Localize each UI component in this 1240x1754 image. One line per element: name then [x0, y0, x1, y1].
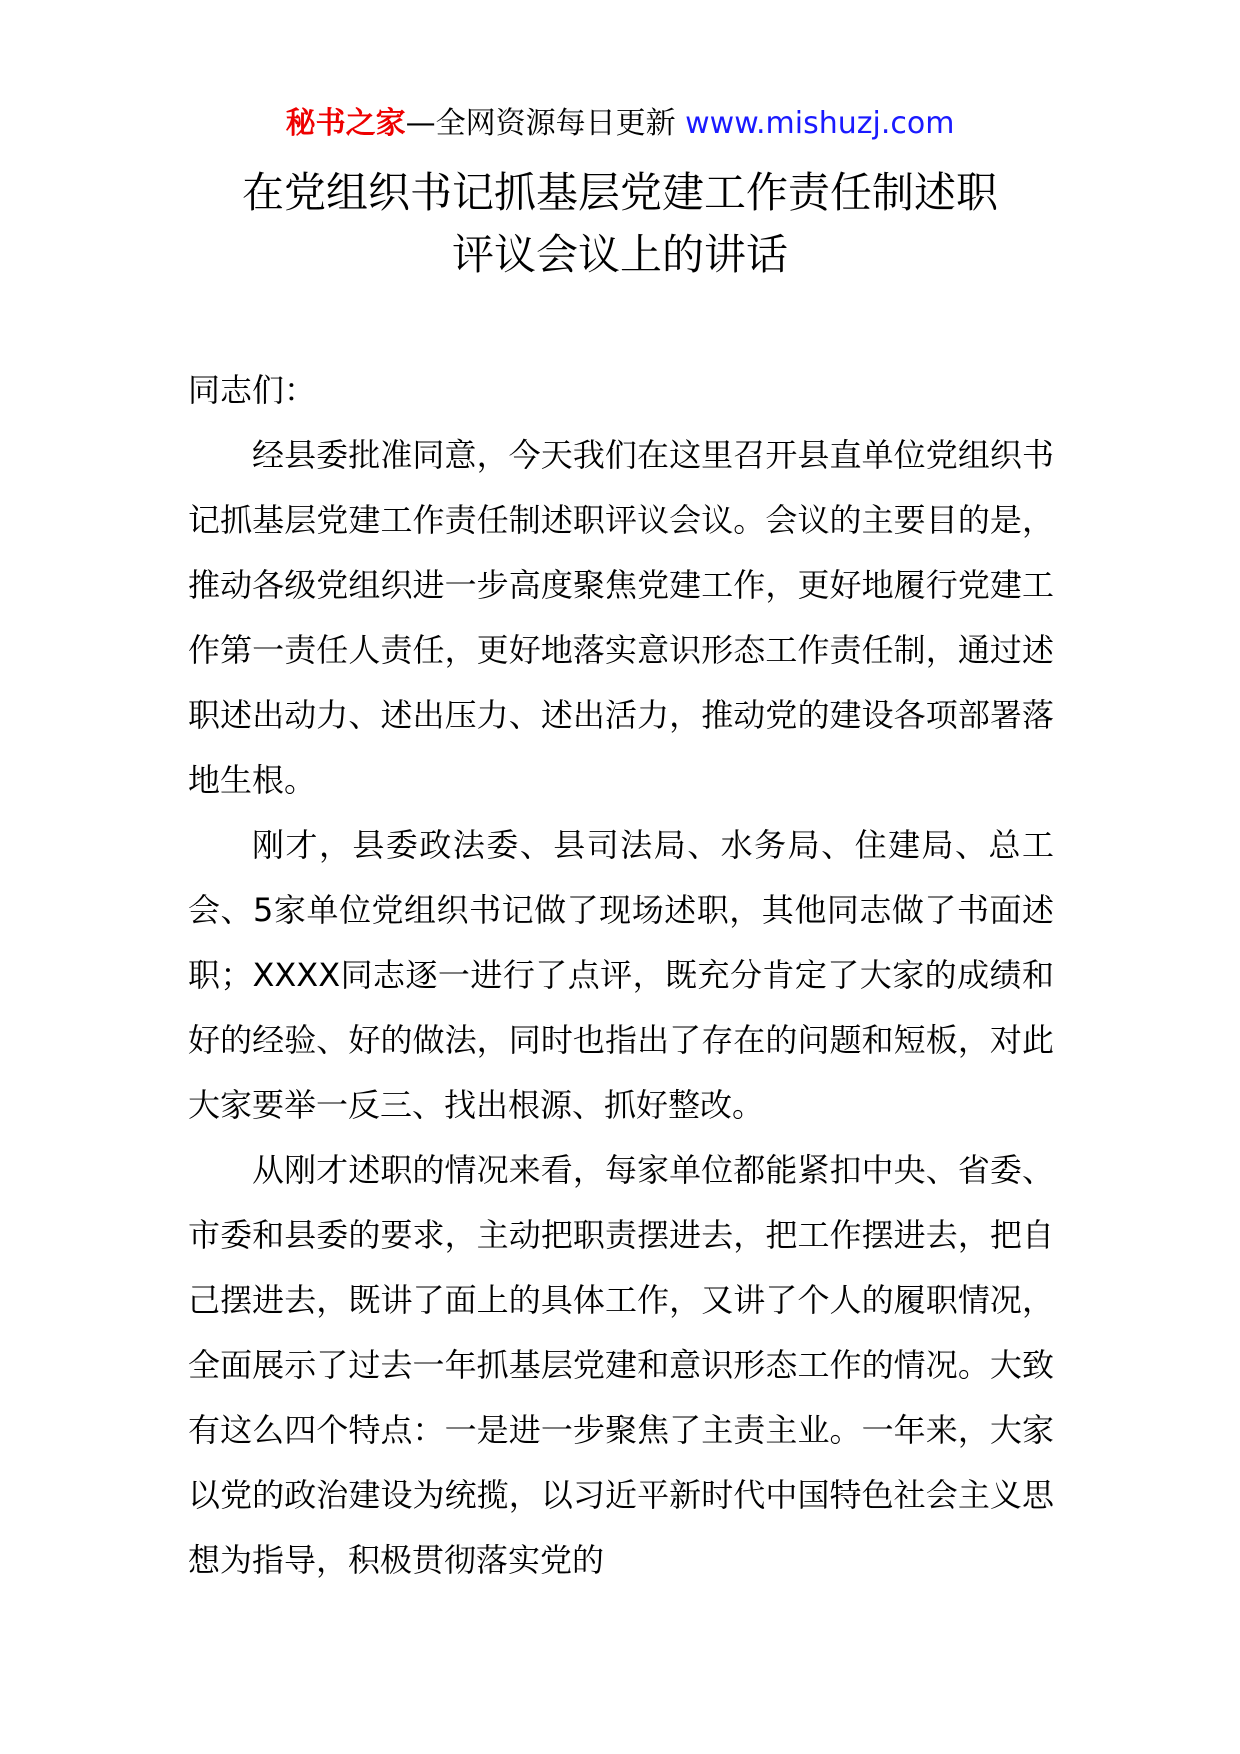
- site-header: [0, 102, 1240, 146]
- title-line-1: 在党组织书记抓基层党建工作责任制述职: [241, 168, 998, 217]
- paragraph-3: 从刚才述职的情况来看，每家单位都能紧扣中央、省委、市委和县委的要求，主动把职责摆进去，把工作摆进去，把自己摆进去，既讲了面上的具体工作，又讲了个人的履职情况，全面展示了过去一年抓基层党建和意识形态工作的情况。大致有这么四个特点：一是进一步聚焦了主责主业。一年来，大家以党的政治建设为统揽，以习近平新时代中国特色社会主义思想为指导，积极贯彻落实党的: [188, 1151, 1054, 1579]
- site-url[interactable]: www.mishuzj.com: [685, 106, 955, 141]
- title-line-2: 评议会议上的讲话: [451, 230, 788, 279]
- paragraph-2: 刚才，县委政法委、县司法局、水务局、住建局、总工会、5家单位党组织书记做了现场述职，其他同志做了书面述职；XXXX同志逐一进行了点评，既充分肯定了大家的成绩和好的经验、好的做法，同时也指出了存在的问题和短板，对此大家要举一反三、找出根源、抓好整改。: [188, 826, 1054, 1124]
- document-title: [150, 162, 1090, 286]
- brand-name: 秘书之家: [285, 106, 406, 141]
- site-slogan: —全网资源每日更新: [405, 106, 676, 141]
- paragraph-1: 经县委批准同意，今天我们在这里召开县直单位党组织书记抓基层党建工作责任制述职评议会议。会议的主要目的是，推动各级党组织进一步高度聚焦党建工作，更好地履行党建工作第一责任人责任，更好地落实意识形态工作责任制，通过述职述出动力、述出压力、述出活力，推动党的建设各项部署落地生根。: [188, 436, 1054, 799]
- document-body: [188, 358, 1054, 1593]
- salutation: 同志们：: [188, 371, 317, 409]
